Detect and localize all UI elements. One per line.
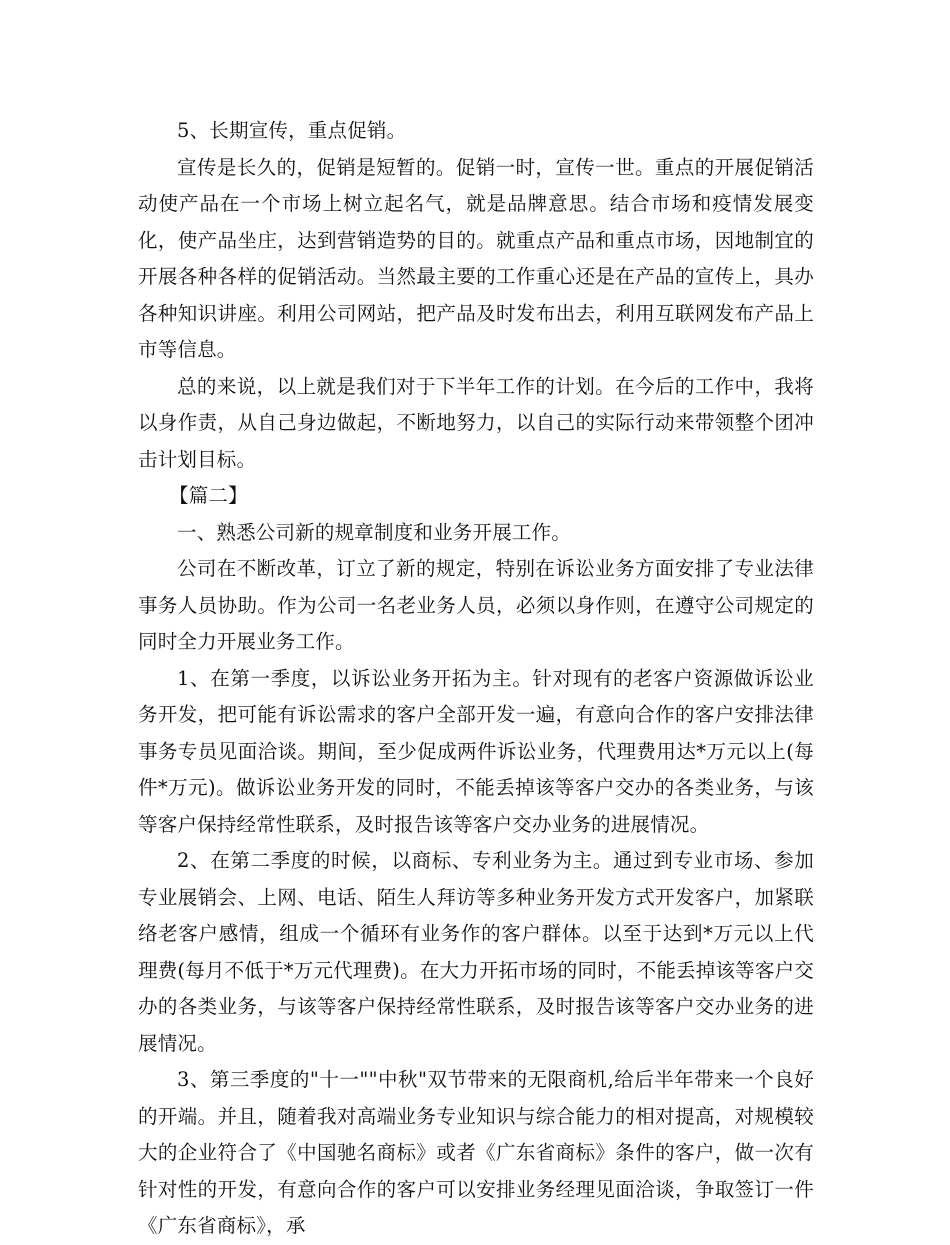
document-body xyxy=(138,113,814,1245)
paragraph-6: 2、在第二季度的时候，以商标、专利业务为主。通过到专业市场、参加专业展销会、上网、电话、陌生人拜访等多种业务开发方式开发客户，加紧联络老客户感情，组成一个循环有业务作的客户群体。以至于达到*万元以上代理费(每月不低于*万元代理费)。在大力开拓市场的同时，不能丢掉该等客户交办的各类业务，与该等客户保持经常性联系，及时报告该等客户交办业务的进展情况。 xyxy=(138,849,814,1055)
paragraph-1: 5、长期宣传，重点促销。 xyxy=(177,119,407,142)
subheading-1: 一、熟悉公司新的规章制度和业务开展工作。 xyxy=(177,520,572,544)
paragraph-2: 宣传是长久的，促销是短暂的。促销一时，宣传一世。重点的开展促销活动使产品在一个市场上树立起名气，就是品牌意思。结合市场和疫情发展变化，使产品坐庄，达到营销造势的目的。就重点产品和重点市场，因地制宜的开展各种各样的促销活动。当然最主要的工作重心还是在产品的宣传上，具办各种知识讲座。利用公司网站，把产品及时发布出去，利用互联网发布产品上市等信息。 xyxy=(138,155,814,361)
section-heading: 【篇二】 xyxy=(169,484,248,507)
paragraph-5: 1、在第一季度，以诉讼业务开拓为主。针对现有的老客户资源做诉讼业务开发，把可能有诉讼需求的客户全部开发一遍，有意向合作的客户安排法律事务专员见面洽谈。期间，至少促成两件诉讼业务，代理费用达*万元以上(每件*万元)。做诉讼业务开发的同时，不能丢掉该等客户交办的各类业务，与该等客户保持经常性联系，及时报告该等客户交办业务的进展情况。 xyxy=(138,666,814,836)
paragraph-7: 3、第三季度的"十一""中秋"双节带来的无限商机,给后半年带来一个良好的开端。并且，随着我对高端业务专业知识与综合能力的相对提高，对规模较大的企业符合了《中国驰名商标》或者《广东省商标》条件的客户，做一次有针对性的开发，有意向合作的客户可以安排业务经理见面洽谈，争取签订一件《广东省商标》，承 xyxy=(138,1068,814,1237)
paragraph-3: 总的来说，以上就是我们对于下半年工作的计划。在今后的工作中，我将以身作责，从自己身边做起，不断地努力，以自己的实际行动来带领整个团冲击计划目标。 xyxy=(138,374,814,471)
paragraph-4: 公司在不断改革，订立了新的规定，特别在诉讼业务方面安排了专业法律事务人员协助。作为公司一名老业务人员，必须以身作则，在遵守公司规定的同时全力开展业务工作。 xyxy=(138,557,814,653)
